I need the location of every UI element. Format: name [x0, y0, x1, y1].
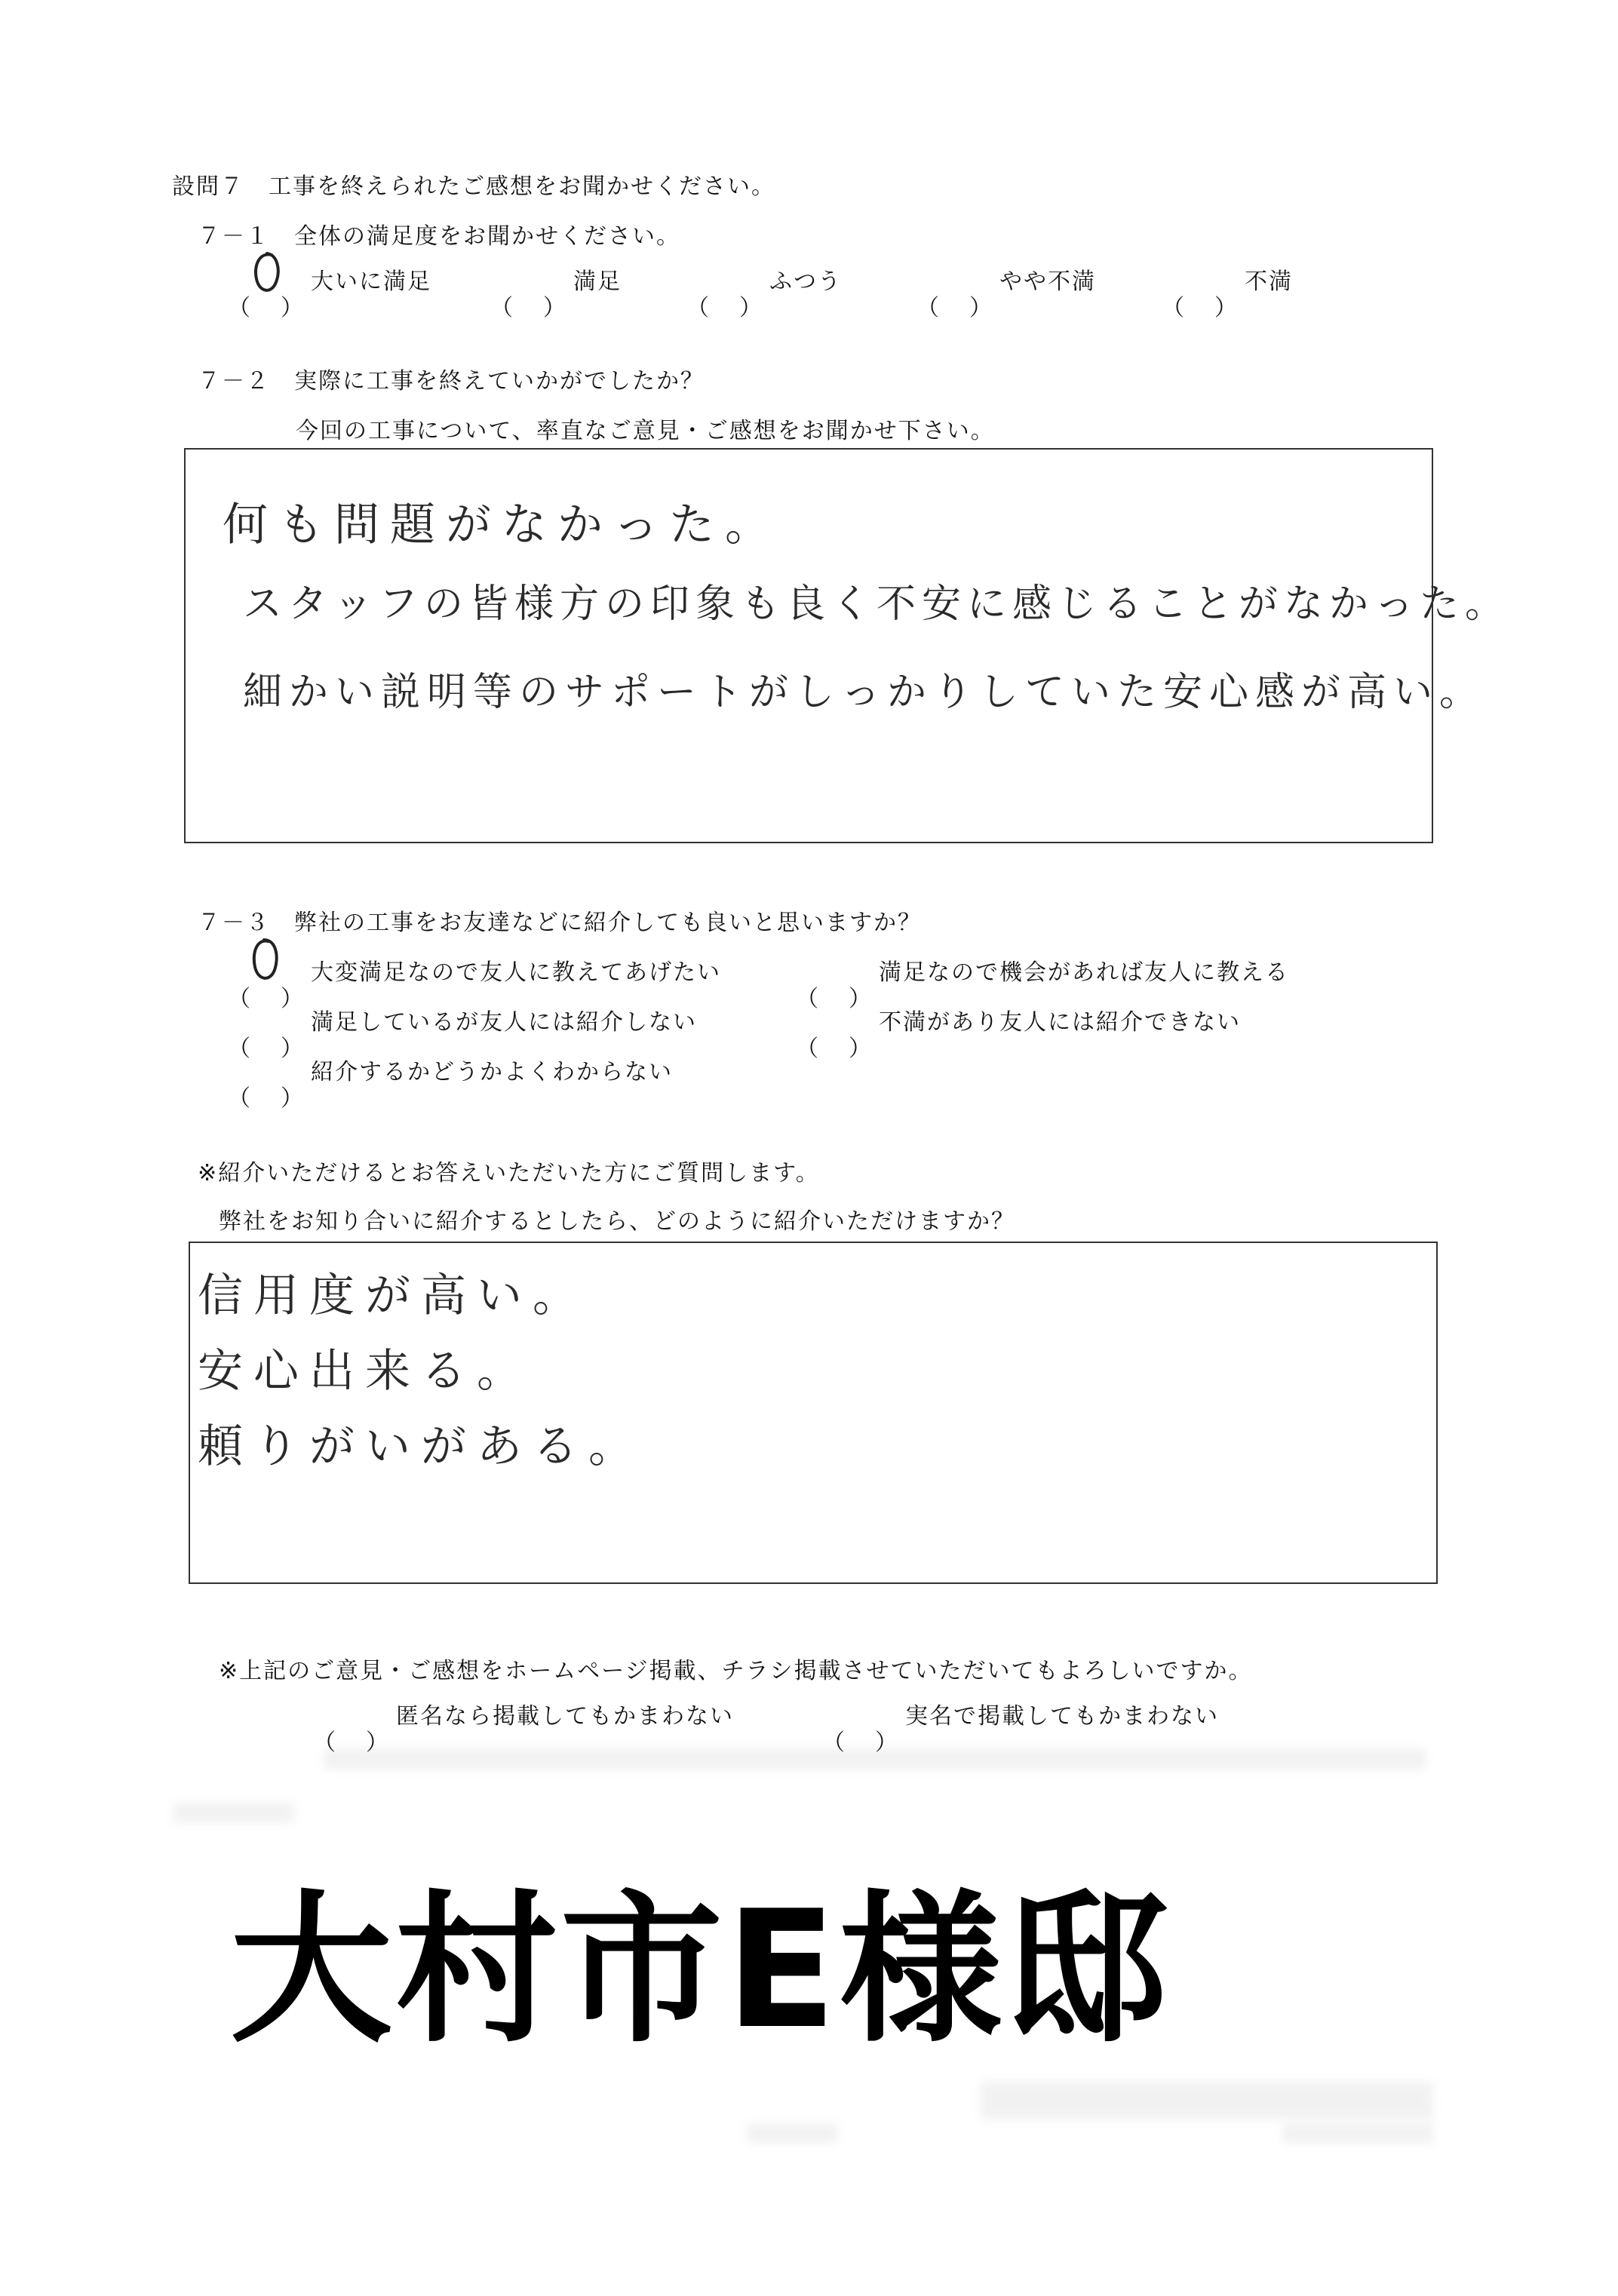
option-label: 匿名なら掲載してもかまわない [396, 1703, 734, 1730]
question-7-heading: 設問７ 工事を終えられたご感想をお聞かせください。 [172, 173, 775, 200]
referral-answer-line-1: 信用度が高い。 [198, 1269, 588, 1322]
referral-question: 弊社をお知り合いに紹介するとしたら、どのように紹介いただけますか？ [219, 1208, 1015, 1235]
paren-close: ） [281, 1036, 305, 1062]
q7-3-option-5[interactable] [228, 1053, 673, 1112]
option-label: ふつう [769, 269, 842, 295]
question-7-2-label: ７－２ 実際に工事を終えていかがでしたか？ [198, 368, 705, 394]
paren-close: ） [543, 295, 567, 321]
option-label: 不満があり友人には紹介できない [879, 1009, 1241, 1036]
q7-1-option-somewhat-dissatisfied[interactable] [916, 262, 1096, 321]
customer-house-title: 大村市E様邸 [230, 1875, 1170, 2064]
question-7-1-label: ７－１ 全体の満足度をお聞かせください。 [198, 223, 680, 250]
paren-open: （ [796, 1036, 820, 1062]
paren-open: （ [1162, 295, 1186, 321]
q7-3-option-4[interactable] [796, 1003, 1241, 1062]
paren-open: （ [686, 295, 711, 321]
paren-open: （ [916, 295, 941, 321]
paren-open: （ [228, 295, 252, 321]
paren-open: （ [228, 1085, 252, 1112]
paren-close: ） [969, 295, 993, 321]
q7-2-answer-line-3: 細かい説明等のサポートがしっかりしていた安心感が高い。 [243, 670, 1486, 715]
paren-open: （ [490, 295, 514, 321]
scan-artifact [1282, 2123, 1433, 2143]
question-7-2-sub: 今回の工事について、率直なご意見・ご感想をお聞かせ下さい。 [296, 418, 995, 444]
paren-close: ） [849, 1036, 873, 1062]
paren-close: ） [281, 1085, 305, 1112]
option-label: やや不満 [999, 269, 1096, 295]
referral-answer-line-3: 頼りがいがある。 [198, 1420, 644, 1473]
paren-close: ） [849, 986, 873, 1012]
paren-close: ） [739, 295, 763, 321]
publish-option-anonymous[interactable] [313, 1697, 734, 1756]
scan-artifact [173, 1803, 294, 1822]
handwritten-check-mark [247, 934, 285, 991]
scan-artifact [981, 2082, 1433, 2120]
q7-3-option-2[interactable] [796, 953, 1289, 1012]
handwritten-check-mark [249, 249, 287, 302]
publish-option-real-name[interactable] [822, 1697, 1219, 1756]
referral-answer-line-2: 安心出来る。 [198, 1345, 533, 1398]
option-label: 満足しているが友人には紹介しない [311, 1009, 697, 1036]
paren-close: ） [875, 1730, 899, 1756]
publish-question: ※上記のご意見・ご感想をホームページ掲載、チラシ掲載させていただいてもよろしいですか。 [219, 1658, 1253, 1684]
paren-open: （ [228, 986, 252, 1012]
q7-3-option-3[interactable] [228, 1003, 697, 1062]
paren-close: ） [1214, 295, 1239, 321]
paren-open: （ [313, 1730, 337, 1756]
option-label: 満足なので機会があれば友人に教える [879, 959, 1289, 986]
option-label: 大いに満足 [311, 269, 431, 295]
paren-close: ） [366, 1730, 390, 1756]
q7-2-answer-line-1: 何も問題がなかった。 [223, 499, 781, 551]
paren-close: ） [281, 986, 305, 1012]
question-7-3-label: ７－３ 弊社の工事をお友達などに紹介しても良いと思いますか？ [198, 910, 922, 936]
paren-open: （ [822, 1730, 846, 1756]
paren-open: （ [228, 1036, 252, 1062]
option-label: 満足 [573, 269, 622, 295]
option-label: 紹介するかどうかよくわからない [311, 1059, 673, 1085]
paren-close: ） [281, 295, 305, 321]
option-label: 不満 [1245, 269, 1293, 295]
option-label: 実名で掲載してもかまわない [905, 1703, 1219, 1730]
q7-1-option-normal[interactable] [686, 262, 842, 321]
paren-open: （ [796, 986, 820, 1012]
referral-note: ※紹介いただけるとお答えいただいた方にご質問します。 [198, 1160, 820, 1186]
q7-2-answer-line-2: スタッフの皆様方の印象も良く不安に感じることがなかった。 [243, 582, 1511, 627]
q7-3-option-1[interactable] [228, 953, 721, 1012]
scan-artifact [747, 2123, 837, 2143]
q7-1-option-satisfied[interactable] [490, 262, 622, 321]
q7-1-option-dissatisfied[interactable] [1162, 262, 1293, 321]
option-label: 大変満足なので友人に教えてあげたい [311, 959, 721, 986]
